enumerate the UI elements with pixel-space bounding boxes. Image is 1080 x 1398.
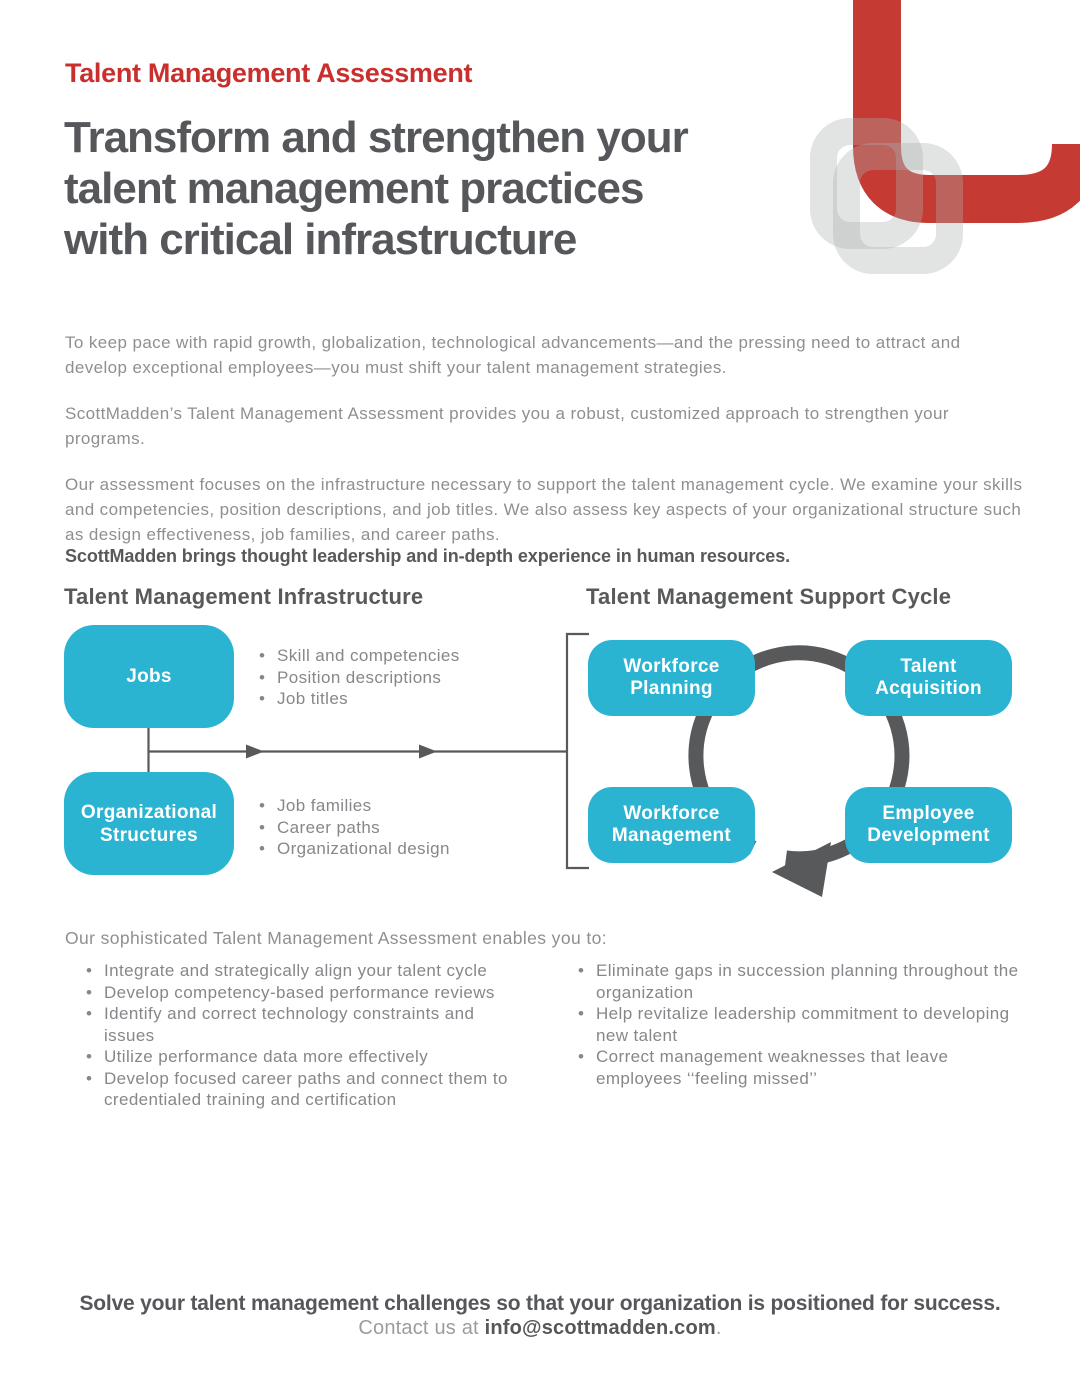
contact-prefix: Contact us at — [358, 1317, 485, 1339]
bullet-item: • Job titles — [258, 688, 460, 710]
page-title-line: talent management practices — [64, 164, 644, 213]
right-arrowhead-icon — [246, 745, 264, 759]
cycle-node-workforce-planning: Workforce Planning — [588, 640, 755, 716]
org-structures-bullet-list — [258, 795, 450, 860]
node-organizational-structures: Organizational Structures — [64, 772, 234, 875]
right-arrowhead-icon — [419, 745, 437, 759]
benefits-intro: Our sophisticated Talent Management Assessment enables you to: — [65, 928, 607, 948]
intro-paragraph: To keep pace with rapid growth, globalization, technological advancements—and the pressing need to attract and develop exceptional employees—you must shift your talent management strategies. — [65, 333, 961, 377]
bullet-item: • Position descriptions — [258, 667, 460, 689]
jobs-bullet-list — [258, 645, 460, 710]
brand-square-outline-front — [833, 143, 963, 274]
bullet-item: • Organizational design — [258, 838, 450, 860]
bullet-item: • Utilize performance data more effectively — [85, 1046, 515, 1068]
bullet-item: • Develop focused career paths and connect them to credentialed training and certification — [85, 1068, 515, 1111]
bullet-item: • Skill and competencies — [258, 645, 460, 667]
infrastructure-heading: Talent Management Infrastructure — [64, 584, 424, 609]
document-category: Talent Management Assessment — [65, 58, 473, 88]
contact-email: info@scottmadden.com — [484, 1317, 716, 1339]
footer-contact-line — [0, 1317, 1080, 1340]
bullet-item: • Identify and correct technology constraints and issues — [85, 1003, 515, 1046]
page-title-line: Transform and strengthen your — [64, 113, 688, 162]
node-jobs: Jobs — [64, 625, 234, 728]
footer-headline: Solve your talent management challenges so that your organization is positioned for success. — [79, 1292, 1001, 1315]
bracket-connector — [567, 634, 589, 868]
cycle-node-talent-acquisition: Talent Acquisition — [845, 640, 1012, 716]
bullet-item: • Develop competency-based performance reviews — [85, 982, 515, 1004]
benefits-list-left — [85, 960, 515, 1111]
bullet-item: • Eliminate gaps in succession planning throughout the organization — [577, 960, 1029, 1003]
bullet-item: • Career paths — [258, 817, 450, 839]
cycle-node-employee-development: Employee Development — [845, 787, 1012, 863]
intro-paragraph: ScottMadden’s Talent Management Assessment provides you a robust, customized approach to strengthen your programs. — [65, 404, 949, 448]
intro-paragraph: Our assessment focuses on the infrastructure necessary to support the talent management cycle. We examine your skills and competencies, position descriptions, and job titles. We also assess key aspects of your organizational structure such as design effectiveness, job families, and career paths. — [65, 475, 1023, 544]
cycle-arrowhead-icon — [772, 842, 831, 897]
page-title — [64, 112, 688, 265]
benefits-list-right — [577, 960, 1029, 1089]
intro-section — [65, 330, 1023, 568]
support-cycle-heading: Talent Management Support Cycle — [586, 584, 952, 609]
page-title-line: with critical infrastructure — [64, 215, 577, 264]
contact-suffix: . — [715, 1317, 722, 1339]
bullet-item: • Correct management weaknesses that leave employees ‘‘feeling missed’’ — [577, 1046, 1029, 1089]
bullet-item: • Job families — [258, 795, 450, 817]
bullet-item: • Help revitalize leadership commitment to developing new talent — [577, 1003, 1029, 1046]
bullet-item: • Integrate and strategically align your talent cycle — [85, 960, 515, 982]
bold-statement: ScottMadden brings thought leadership and in-depth experience in human resources. — [65, 546, 791, 566]
cycle-node-workforce-management: Workforce Management — [588, 787, 755, 863]
